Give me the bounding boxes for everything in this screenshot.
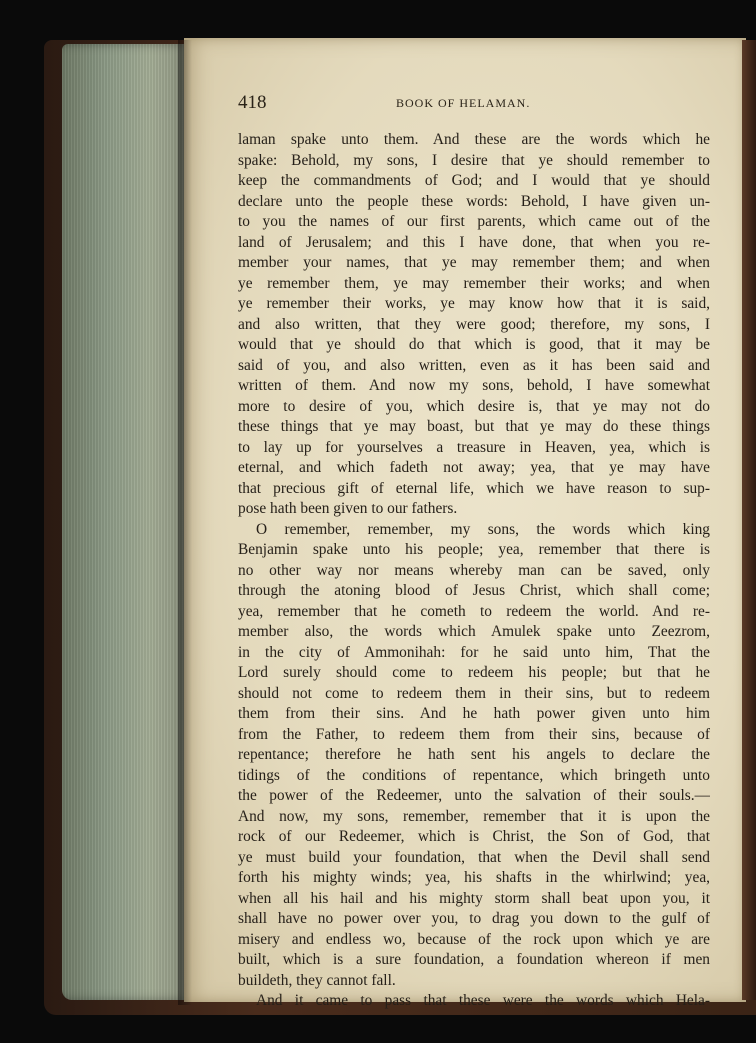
text-line: pose hath been given to our fathers.: [238, 500, 458, 517]
text-line: yea, remember that he cometh to redeem the world. And re-: [238, 602, 710, 620]
text-line: to lay up for yourselves a treasure in Heaven, yea, which is: [238, 438, 710, 456]
text-line: ye must build your foundation, that when the Devil shall send: [238, 848, 710, 866]
text-line: that precious gift of eternal life, which we have reason to sup-: [238, 479, 710, 497]
text-line: misery and endless wo, because of the rock upon which ye are: [238, 930, 710, 948]
page-number: 418: [238, 92, 267, 113]
text-line: forth his mighty winds; yea, his shafts in the whirlwind; yea,: [238, 869, 710, 886]
text-line: them from their sins. And he hath power given unto him: [238, 705, 710, 722]
text-line: when all his hail and his mighty storm shall beat upon you, it: [238, 889, 710, 907]
text-line: built, which is a sure foundation, a foundation whereon if men: [238, 951, 710, 968]
page-edges: [62, 44, 188, 1000]
text-line: keep the commandments of God; and I would that ye should: [238, 172, 710, 189]
text-line: And it came to pass that these were the words which Hela-: [256, 992, 710, 1009]
text-line: buildeth, they cannot fall.: [238, 971, 396, 989]
cover-right-edge: [742, 40, 756, 1000]
text-line: eternal, and which fadeth not away; yea, that ye may have: [238, 459, 710, 476]
text-line: written of them. And now my sons, behold, I have somewhat: [238, 377, 710, 394]
running-head: BOOK OF HELAMAN.: [396, 96, 531, 110]
text-line: Benjamin spake unto his people; yea, remember that there is: [238, 541, 710, 558]
text-line: no other way nor means whereby man can be saved, only: [238, 561, 710, 579]
text-line: more to desire of you, which desire is, that ye may not do: [238, 397, 710, 415]
text-line: the power of the Redeemer, unto the salvation of their souls.—: [238, 787, 710, 804]
text-line: repentance; therefore he hath sent his angels to declare the: [238, 746, 710, 763]
text-line: ye remember their works, ye may know how that it is said,: [238, 295, 710, 312]
text-line: through the atoning blood of Jesus Christ, which shall come;: [238, 582, 710, 599]
text-line: rock of our Redeemer, which is Christ, the Son of God, that: [238, 828, 710, 845]
text-line: spake: Behold, my sons, I desire that ye should remember to: [238, 151, 710, 169]
text-line: laman spake unto them. And these are the words which he: [238, 131, 710, 148]
text-line: Lord surely should come to redeem his people; but that he: [238, 664, 710, 681]
text-line: shall have no power over you, to drag you down to the gulf of: [238, 910, 710, 927]
text-line: And now, my sons, remember, remember that it is upon the: [238, 807, 710, 825]
text-line: and also written, that they were good; therefore, my sons, I: [238, 315, 710, 333]
text-line: these things that ye may boast, but that ye may do these things: [238, 418, 710, 435]
text-line: member also, the words which Amulek spake unto Zeezrom,: [238, 623, 710, 640]
text-line: declare unto the people these words: Behold, I have given un-: [238, 192, 710, 210]
text-line: member your names, that ye may remember them; and when: [238, 254, 710, 271]
text-line: O remember, remember, my sons, the words which king: [256, 520, 710, 538]
text-line: in the city of Ammonihah: for he said unto him, That the: [238, 643, 710, 661]
text-line: to you the names of our first parents, which came out of the: [238, 213, 710, 230]
text-line: tidings of the conditions of repentance, which bringeth unto: [238, 766, 710, 784]
text-line: said of you, and also written, even as it has been said and: [238, 356, 710, 374]
text-line: land of Jerusalem; and this I have done, that when you re-: [238, 233, 710, 251]
page-header: [238, 92, 710, 116]
gutter-shadow: [178, 40, 192, 1005]
text-line: from the Father, to redeem them from their sins, because of: [238, 725, 710, 743]
text-line: ye remember them, ye may remember their works; and when: [238, 274, 710, 292]
text-line: would that ye should do that which is good, that it may be: [238, 336, 710, 353]
body-text: [238, 130, 710, 1012]
text-line: should not come to redeem them in their sins, but to redeem: [238, 684, 710, 702]
